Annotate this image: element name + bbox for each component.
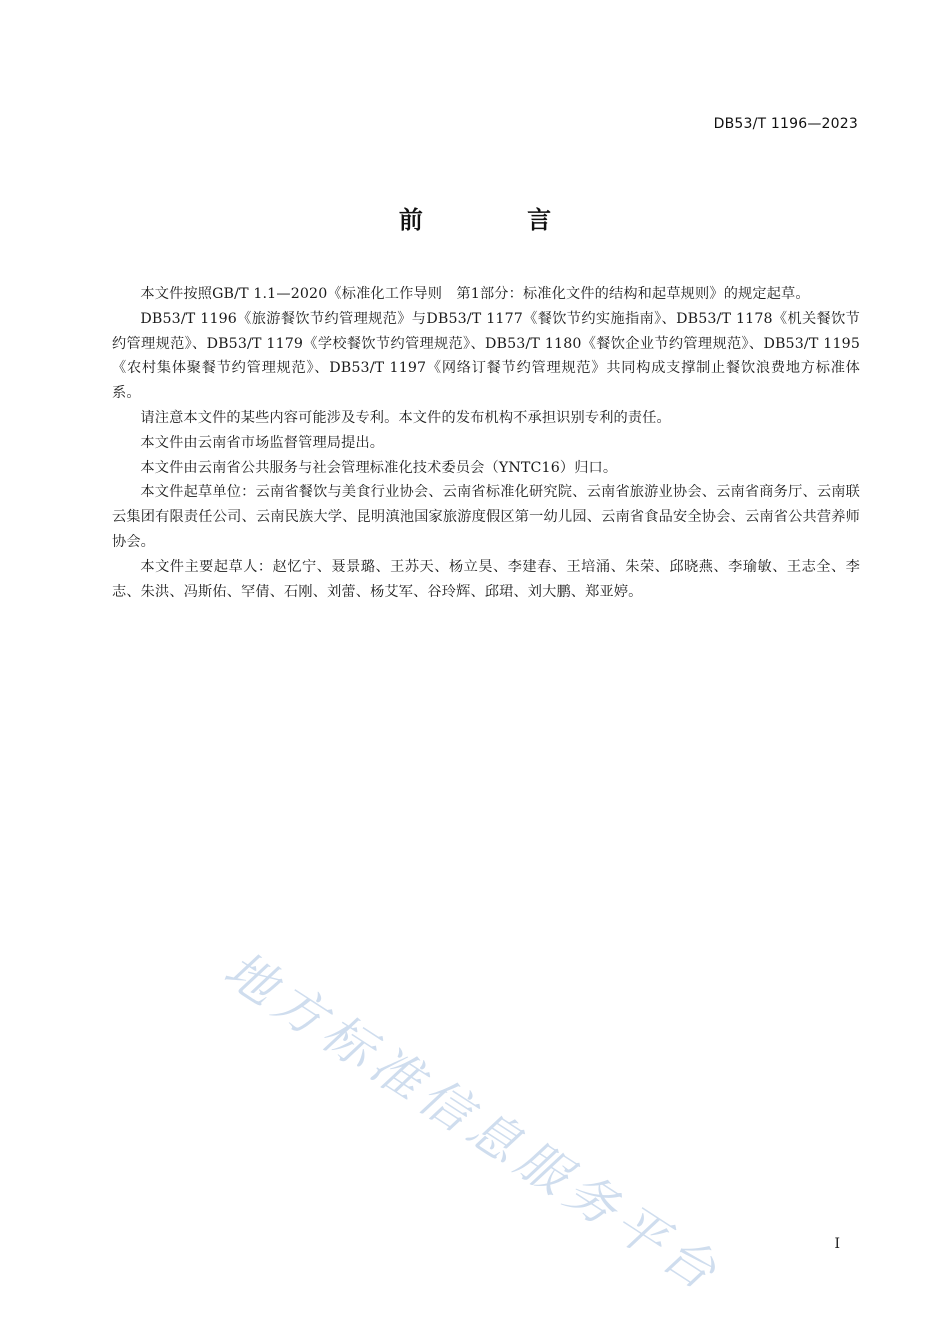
paragraph-proposer: 本文件由云南省市场监督管理局提出。 — [140, 434, 385, 451]
page-title: 前 言 — [398, 206, 600, 234]
paragraph-drafting-units: 本文件起草单位：云南省餐饮与美食行业协会、云南省标准化研究院、云南省旅游业协会、云南省商务厅、云南联云集团有限责任公司、云南民族大学、昆明滇池国家旅游度假区第一幼儿园、云南省食品安全协会、云南省公共营养师协会。 — [112, 484, 860, 550]
watermark: 地方标准信息服务平台 — [214, 940, 733, 1305]
foreword-body — [112, 282, 860, 604]
paragraph-drafting-rules: 本文件按照GB/T 1.1—2020《标准化工作导则 第1部分：标准化文件的结构和起草规则》的规定起草。 — [140, 286, 810, 302]
paragraph-standard-system: DB53/T 1196《旅游餐饮节约管理规范》与DB53/T 1177《餐饮节约实施指南》、DB53/T 1178《机关餐饮节约管理规范》、DB53/T 1179《学校餐饮节约管理规范》、DB53/T 1180《餐饮企业节约管理规范》、DB53/T 1195《农村集体聚餐节约管理规范》、DB53/T 1197《网络订餐节约管理规范》共同构成支撑制止餐饮浪费地方标准体系。 — [112, 310, 860, 402]
document-code: DB53/T 1196—2023 — [713, 116, 858, 132]
paragraph-patent-notice: 请注意本文件的某些内容可能涉及专利。本文件的发布机构不承担识别专利的责任。 — [140, 409, 671, 426]
page-number: I — [834, 1236, 840, 1252]
paragraph-committee: 本文件由云南省公共服务与社会管理标准化技术委员会（YNTC16）归口。 — [140, 459, 618, 476]
paragraph-drafters: 本文件主要起草人：赵忆宁、聂景璐、王苏天、杨立昊、李建春、王培涌、朱荣、邱晓燕、李瑜敏、王志全、李志、朱洪、冯斯佑、罕倩、石刚、刘蕾、杨艾军、谷玲辉、邱珺、刘大鹏、郑亚婷。 — [112, 558, 860, 600]
